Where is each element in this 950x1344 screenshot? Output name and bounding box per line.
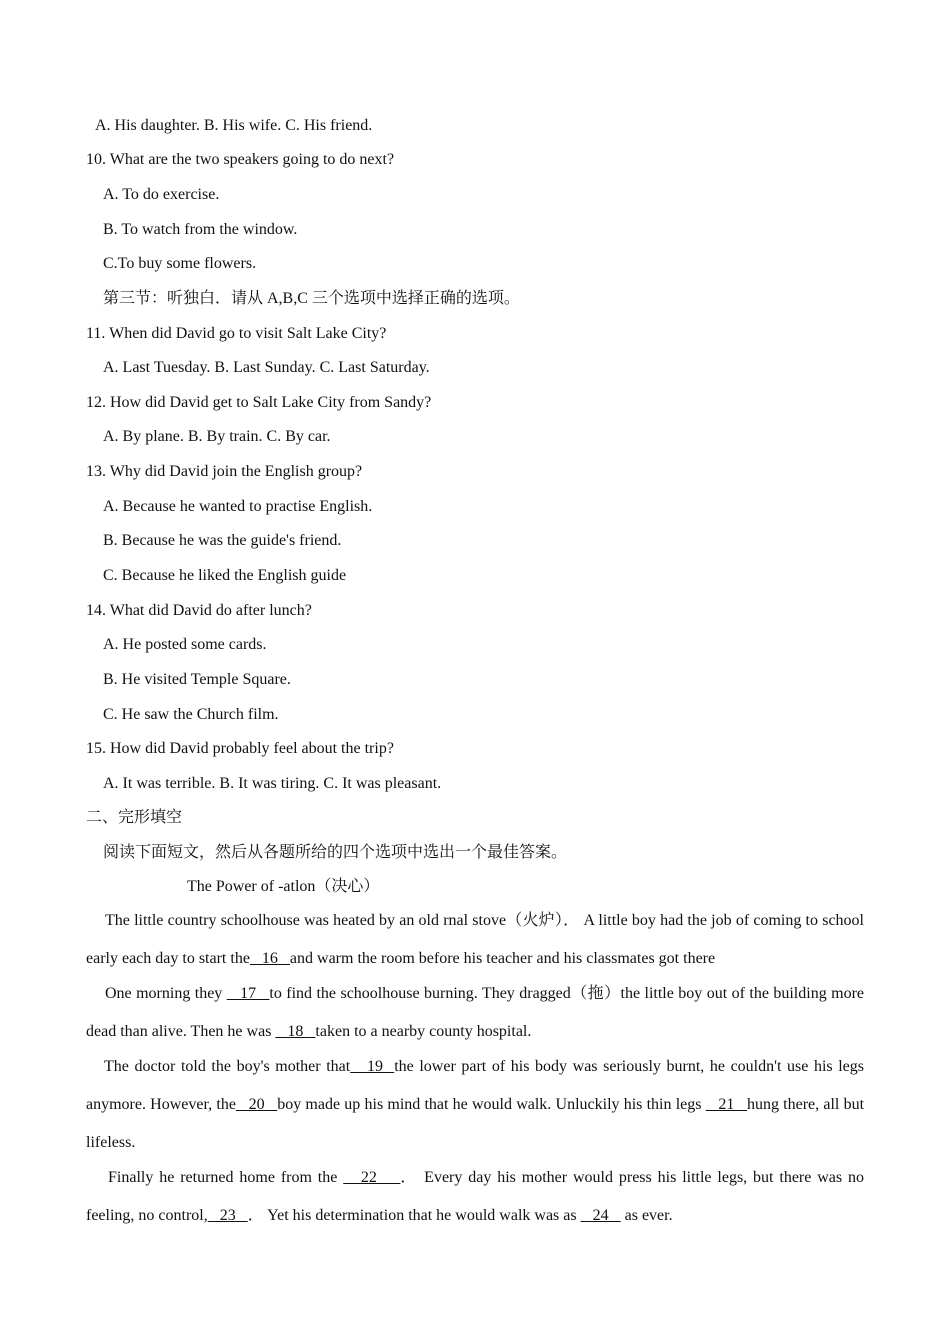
q14-option-a: A. He posted some cards.	[103, 636, 267, 653]
q9-options: A. His daughter. B. His wife. C. His friend.	[95, 117, 373, 134]
passage-text: boy made up his mind that he would walk. Unluckily his thin legs	[277, 1096, 706, 1113]
passage-text: Finally he returned home from the	[108, 1169, 344, 1186]
q12-options: A. By plane. B. By train. C. By car.	[103, 428, 331, 445]
q10-question: 10. What are the two speakers going to do next?	[86, 151, 395, 168]
passage-text: the lower part of his body was seriously burnt, he couldn't use his legs anymore. However, the	[86, 1058, 865, 1113]
q11-question: 11. When did David go to visit Salt Lake City?	[86, 325, 387, 342]
passage-paragraph-3	[86, 1048, 864, 1162]
passage-paragraph-2	[86, 975, 864, 1051]
q13-option-b: B. Because he was the guide's friend.	[103, 532, 342, 549]
q15-question: 15. How did David probably feel about the trip?	[86, 740, 394, 757]
passage-text: to find the schoolhouse burning. They dragged（拖）the little boy out of the building more dead than alive. Then he was	[86, 985, 865, 1040]
blank-17: 17	[226, 985, 270, 1002]
blank-16: 16	[249, 950, 290, 967]
blank-18: 18	[275, 1023, 316, 1040]
passage-text: The little country schoolhouse was heated by an old rnal stove（火炉）． A little boy had the job of coming to school early each day to start the	[86, 912, 864, 967]
q15-options: A. It was terrible. B. It was tiring. C. It was pleasant.	[103, 775, 442, 792]
passage-text: One morning they	[105, 985, 227, 1002]
q11-options: A. Last Tuesday. B. Last Sunday. C. Last Saturday.	[103, 359, 430, 376]
q13-option-c: C. Because he liked the English guide	[103, 567, 347, 584]
blank-19: 19	[350, 1058, 395, 1075]
passage-text: as ever.	[620, 1207, 673, 1224]
passage-text: hung there, all but lifeless.	[86, 1096, 865, 1151]
section-3-instruction: 第三节：听独白．请从 A,B,C 三个选项中选择正确的选项。	[103, 290, 520, 307]
passage-text: taken to a nearby county hospital.	[315, 1023, 532, 1040]
passage-paragraph-4	[86, 1159, 864, 1235]
q10-option-c: C.To buy some flowers.	[103, 255, 257, 272]
q14-option-c: C. He saw the Church film.	[103, 706, 279, 723]
q10-option-b: B. To watch from the window.	[103, 221, 298, 238]
blank-23: 23	[207, 1207, 248, 1224]
passage-text: ． Every day his mother would press his little legs, but there was no feeling, no control,	[86, 1169, 865, 1224]
q14-question: 14. What did David do after lunch?	[86, 602, 312, 619]
q12-question: 12. How did David get to Salt Lake City from Sandy?	[86, 394, 432, 411]
passage-text: The doctor told the boy's mother that	[104, 1058, 351, 1075]
q10-option-a: A. To do exercise.	[103, 186, 220, 203]
passage-text: and warm the room before his teacher and his classmates got there	[289, 950, 716, 967]
cloze-instruction: 阅读下面短文，然后从各题所给的四个选项中选出一个最佳答案。	[103, 844, 568, 861]
passage-text: ． Yet his determination that he would walk was as	[247, 1207, 581, 1224]
section-heading-cloze: 二、完形填空	[86, 809, 183, 826]
passage-title: The Power of -atlon（决心）	[187, 878, 380, 895]
q14-option-b: B. He visited Temple Square.	[103, 671, 291, 688]
blank-20: 20	[235, 1096, 278, 1113]
q13-question: 13. Why did David join the English group?	[86, 463, 363, 480]
q13-option-a: A. Because he wanted to practise English.	[103, 498, 373, 515]
blank-24: 24	[580, 1207, 621, 1224]
blank-21: 21	[705, 1096, 747, 1113]
blank-22: 22	[343, 1169, 401, 1186]
passage-paragraph-1	[86, 902, 864, 978]
